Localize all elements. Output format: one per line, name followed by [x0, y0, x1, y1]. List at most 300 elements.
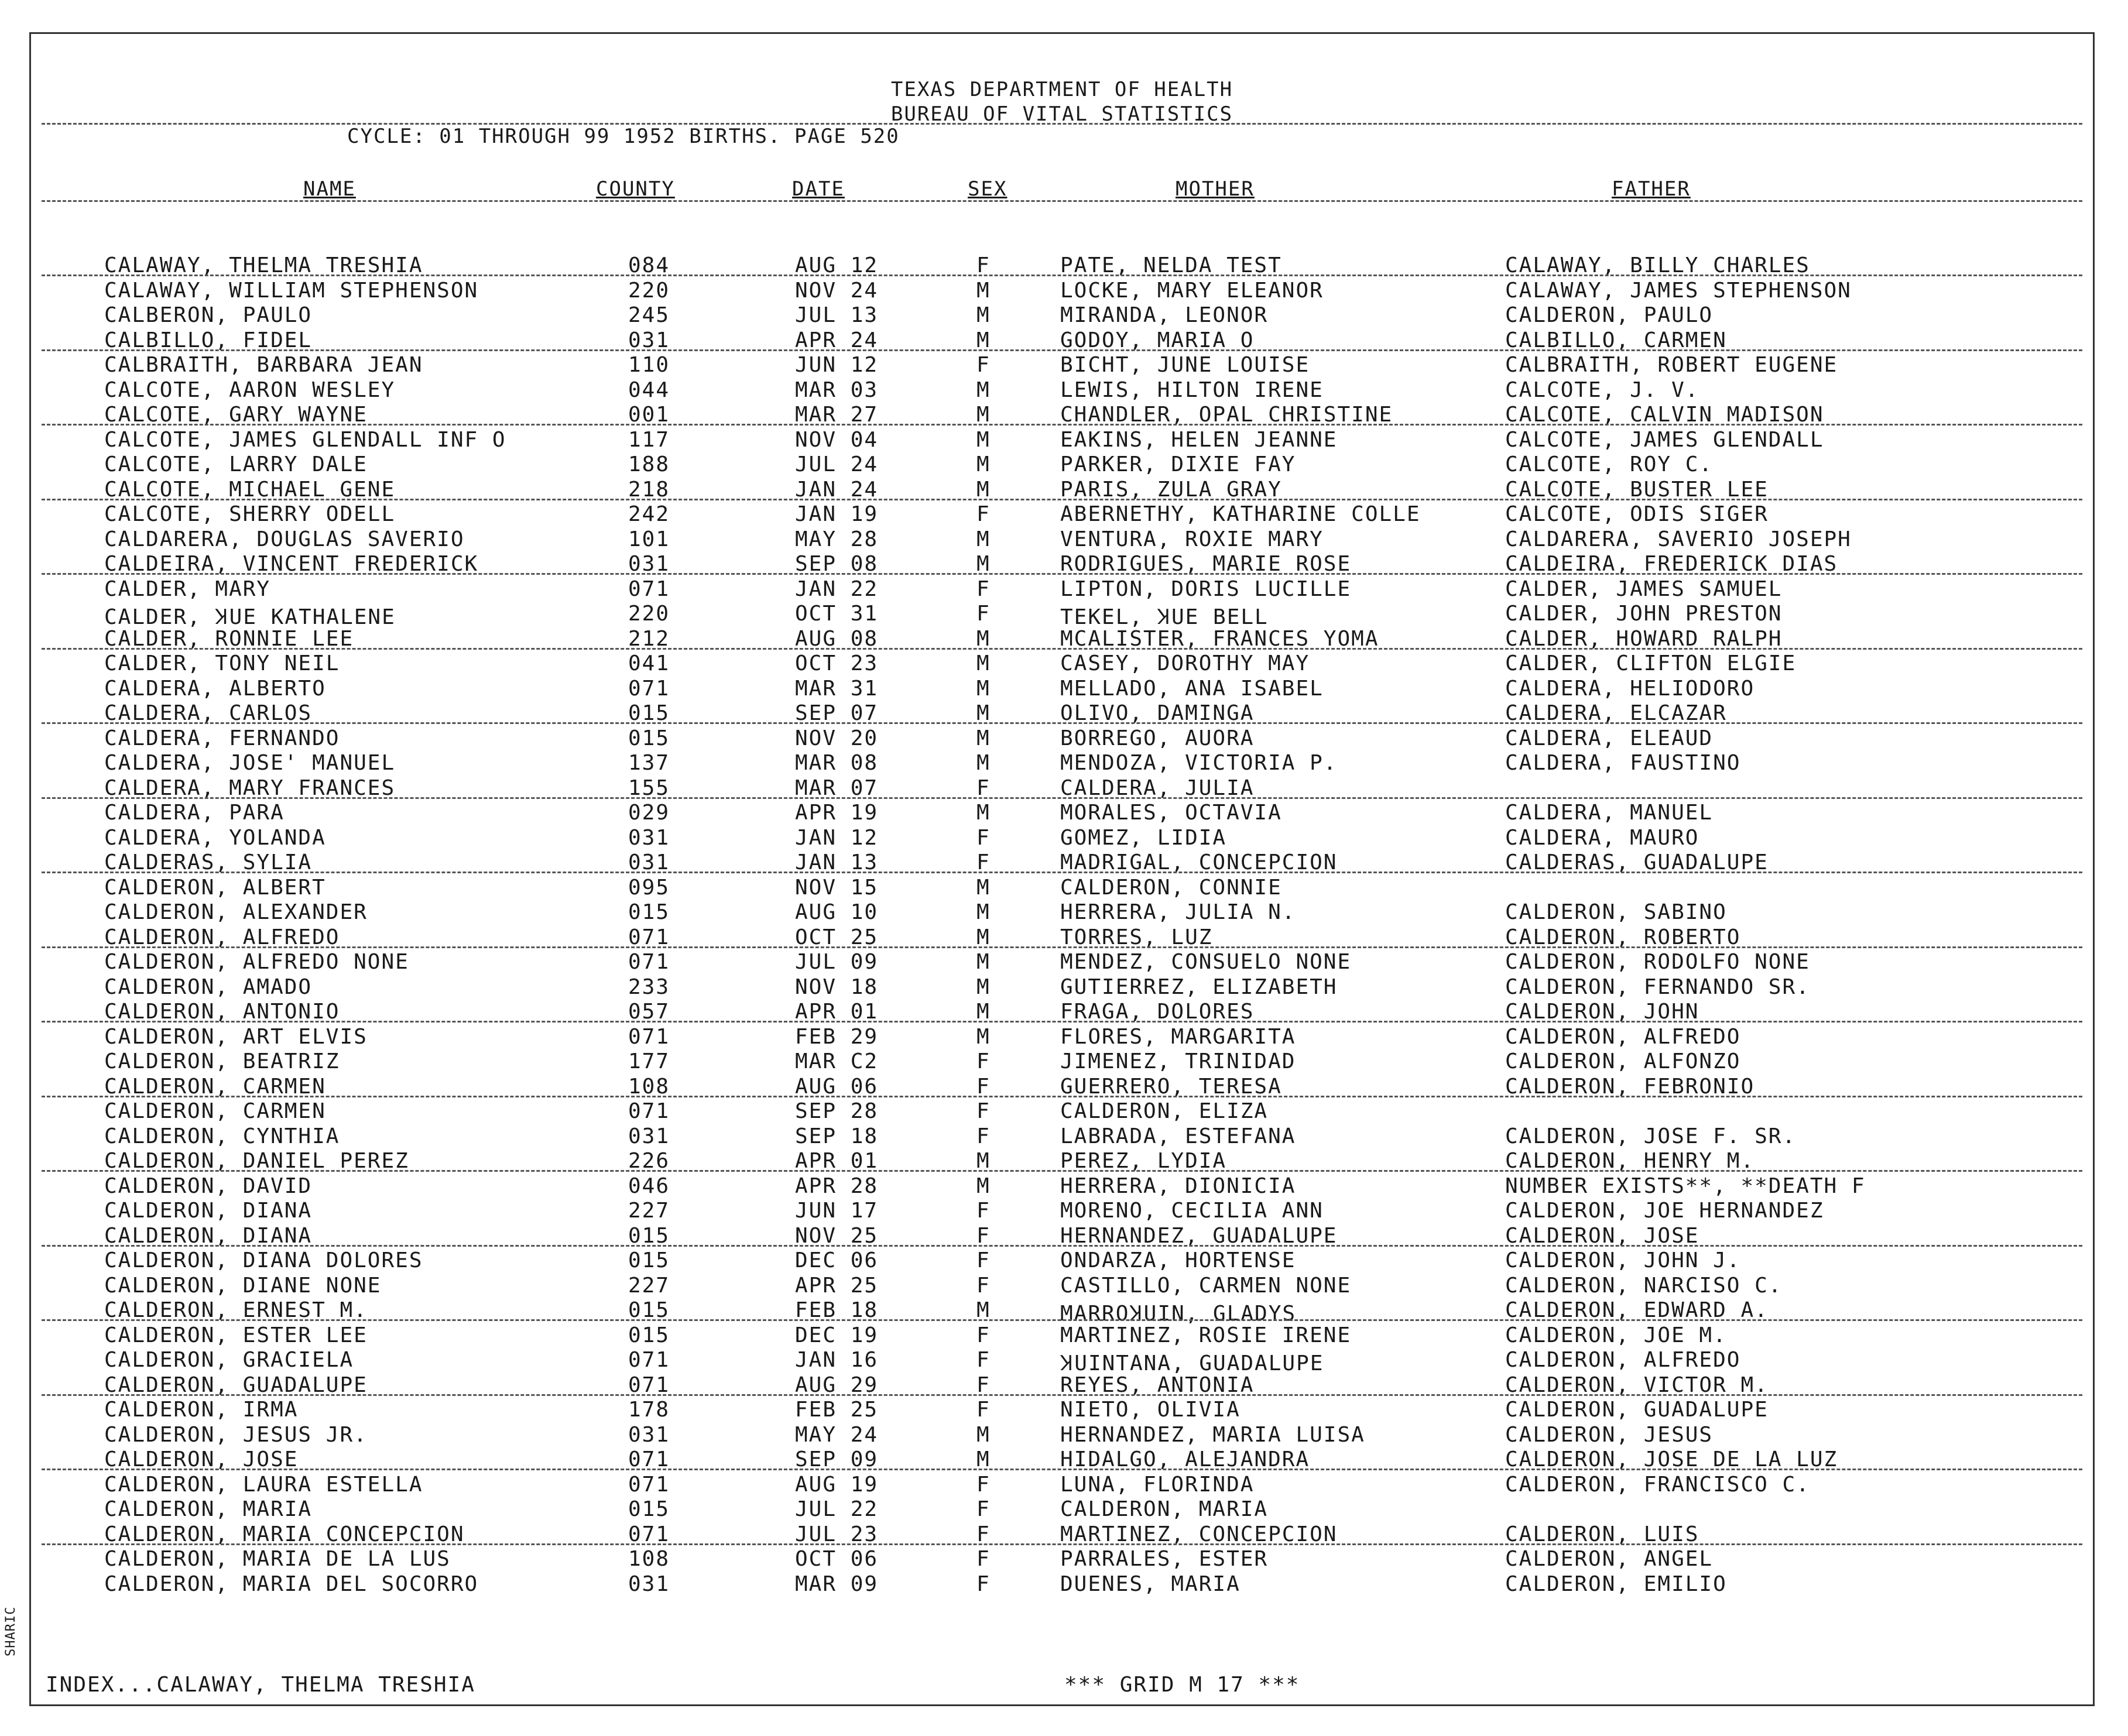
table-row [31, 1572, 2093, 1597]
cell-name: CALDERON, DIANE NONE [104, 1273, 382, 1298]
cell-date: MAR 03 [795, 378, 879, 402]
cell-name: CALDERON, CYNTHIA [104, 1124, 340, 1148]
cell-mother: JIMENEZ, TRINIDAD [1060, 1049, 1296, 1073]
cell-mother: MENDEZ, CONSUELO NONE [1060, 950, 1352, 974]
table-row [31, 1274, 2093, 1298]
cell-sex: F [976, 1572, 991, 1596]
cell-date: APR 19 [795, 801, 879, 825]
cell-date: NOV 20 [795, 726, 879, 750]
row-divider [42, 1170, 2082, 1172]
cell-county: 071 [628, 1472, 670, 1497]
footer-index: INDEX...CALAWAY, THELMA TRESHIA [46, 1673, 475, 1697]
cell-sex: F [976, 1398, 991, 1422]
cell-mother: MARROꞰUIN, GLADYS [1060, 1302, 1297, 1326]
cell-sex: M [976, 477, 991, 502]
cell-sex: F [976, 1099, 991, 1123]
row-divider [42, 349, 2082, 351]
table-row [31, 1547, 2093, 1572]
cell-mother: PARRALES, ESTER [1060, 1547, 1269, 1571]
cell-father: CALDERON, GUADALUPE [1505, 1398, 1769, 1422]
cell-name: CALAWAY, WILLIAM STEPHENSON [104, 278, 479, 303]
cell-father: CALDERON, JOHN J. [1505, 1248, 1741, 1272]
table-row [31, 378, 2093, 403]
cell-father: CALDERON, SABINO [1505, 900, 1727, 924]
cell-father: CALDERON, EDWARD A. [1505, 1298, 1769, 1322]
table-row [31, 1124, 2093, 1149]
cell-county: 029 [628, 801, 670, 825]
cell-county: 227 [628, 1199, 670, 1223]
cell-father: CALDERON, JOSE [1505, 1223, 1699, 1248]
cell-name: CALDERON, MARIA [104, 1497, 313, 1521]
cell-date: APR 28 [795, 1174, 879, 1198]
cell-sex: F [976, 850, 991, 874]
cell-mother: BORREGO, AUORA [1060, 726, 1255, 750]
cell-county: 071 [628, 577, 670, 601]
table-row [31, 751, 2093, 776]
cell-father: CALCOTE, ODIS SIGER [1505, 502, 1769, 526]
table-row [31, 353, 2093, 378]
cell-mother: HERRERA, DIONICIA [1060, 1174, 1296, 1198]
cell-date: DEC 06 [795, 1248, 879, 1272]
table-row [31, 1348, 2093, 1373]
cell-father: CALDERA, ELEAUD [1505, 726, 1714, 750]
cell-mother: GUERRERO, TERESA [1060, 1074, 1282, 1099]
cell-county: 071 [628, 676, 670, 701]
cell-date: JUL 23 [795, 1522, 879, 1546]
cell-county: 178 [628, 1398, 670, 1422]
cell-county: 046 [628, 1174, 670, 1198]
cell-date: OCT 25 [795, 925, 879, 949]
cell-name: CALDERA, PARA [104, 801, 285, 825]
cell-father: CALDERON, PAULO [1505, 303, 1714, 327]
cell-county: 031 [628, 850, 670, 874]
cell-mother: CASTILLO, CARMEN NONE [1060, 1273, 1352, 1298]
cell-name: CALDER, MARY [104, 577, 271, 601]
cell-sex: M [976, 278, 991, 303]
cell-sex: F [976, 776, 991, 800]
cell-name: CALCOTE, LARRY DALE [104, 452, 368, 476]
cell-name: CALDERON, MARIA CONCEPCION [104, 1522, 465, 1546]
cell-county: 227 [628, 1273, 670, 1298]
cell-sex: M [976, 403, 991, 427]
cell-father: CALDERON, ALFONZO [1505, 1049, 1741, 1073]
cell-sex: M [976, 1024, 991, 1049]
document-sheet [29, 32, 2095, 1706]
cell-date: AUG 10 [795, 900, 879, 924]
cell-date: FEB 25 [795, 1398, 879, 1422]
cell-father: CALDERA, ELCAZAR [1505, 701, 1727, 725]
cell-county: 001 [628, 403, 670, 427]
cell-name: CALDER, TONY NEIL [104, 651, 340, 675]
cell-father: NUMBER EXISTS**, **DEATH F [1505, 1174, 1866, 1198]
cell-sex: F [976, 353, 991, 377]
cell-sex: F [976, 1348, 991, 1372]
cell-county: 177 [628, 1049, 670, 1073]
cell-sex: F [976, 1522, 991, 1546]
cell-mother: GODOY, MARIA O [1060, 328, 1255, 352]
cell-date: SEP 07 [795, 701, 879, 725]
cell-county: 031 [628, 552, 670, 576]
cell-mother: HERRERA, JULIA N. [1060, 900, 1296, 924]
table-row [31, 1199, 2093, 1223]
cell-county: 245 [628, 303, 670, 327]
cell-date: JAN 22 [795, 577, 879, 601]
cell-name: CALDERON, JESUS JR. [104, 1422, 368, 1447]
table-row [31, 303, 2093, 328]
cell-name: CALDERA, YOLANDA [104, 825, 326, 850]
cell-sex: M [976, 1447, 991, 1471]
cell-date: JUL 13 [795, 303, 879, 327]
cell-county: 155 [628, 776, 670, 800]
column-header-father: FATHER [1612, 177, 1691, 201]
cell-county: 101 [628, 527, 670, 551]
cell-date: NOV 18 [795, 975, 879, 999]
cell-date: JAN 13 [795, 850, 879, 874]
cell-date: NOV 15 [795, 875, 879, 900]
cell-father: CALDERA, HELIODORO [1505, 676, 1755, 701]
cell-sex: M [976, 1149, 991, 1173]
cell-date: MAR 27 [795, 403, 879, 427]
cell-date: AUG 19 [795, 1472, 879, 1497]
header-agency: TEXAS DEPARTMENT OF HEALTH [890, 78, 1233, 101]
cell-name: CALDERAS, SYLIA [104, 850, 313, 874]
cell-father: CALDARERA, SAVERIO JOSEPH [1505, 527, 1852, 551]
cell-mother: ABERNETHY, KATHARINE COLLE [1060, 502, 1421, 526]
cell-date: MAR 31 [795, 676, 879, 701]
cell-date: MAR 08 [795, 751, 879, 775]
cell-county: 015 [628, 1323, 670, 1347]
cell-father: CALDERON, EMILIO [1505, 1572, 1727, 1596]
cell-date: JAN 16 [795, 1348, 879, 1372]
cell-mother: BICHT, JUNE LOUISE [1060, 353, 1310, 377]
cell-sex: M [976, 801, 991, 825]
cell-sex: M [976, 303, 991, 327]
cell-mother: FLORES, MARGARITA [1060, 1024, 1296, 1049]
cell-date: JUN 17 [795, 1199, 879, 1223]
cell-father: CALCOTE, BUSTER LEE [1505, 477, 1769, 502]
cell-mother: LOCKE, MARY ELEANOR [1060, 278, 1324, 303]
cell-date: AUG 08 [795, 626, 879, 651]
column-header-county: COUNTY [596, 177, 675, 201]
cell-mother: MELLADO, ANA ISABEL [1060, 676, 1324, 701]
cell-father: CALDERON, ALFREDO [1505, 1024, 1741, 1049]
cell-name: CALDERON, BEATRIZ [104, 1049, 340, 1073]
cell-mother: LABRADA, ESTEFANA [1060, 1124, 1296, 1148]
cell-date: OCT 06 [795, 1547, 879, 1571]
cell-county: 071 [628, 1099, 670, 1123]
cell-mother: ꞰUINTANA, GUADALUPE [1060, 1351, 1324, 1375]
cell-sex: M [976, 651, 991, 675]
cell-sex: F [976, 1049, 991, 1073]
cell-sex: F [976, 1323, 991, 1347]
table-row [31, 651, 2093, 676]
cell-mother: GOMEZ, LIDIA [1060, 825, 1227, 850]
cell-father: CALBRAITH, ROBERT EUGENE [1505, 353, 1838, 377]
cell-father: CALDERON, VICTOR M. [1505, 1373, 1769, 1397]
cell-county: 218 [628, 477, 670, 502]
cell-mother: MCALISTER, FRANCES YOMA [1060, 626, 1379, 651]
cell-sex: M [976, 626, 991, 651]
row-divider [42, 1096, 2082, 1097]
footer-grid: *** GRID M 17 *** [1064, 1673, 1300, 1697]
cell-date: NOV 04 [795, 427, 879, 452]
cell-county: 137 [628, 751, 670, 775]
table-row [31, 602, 2093, 629]
row-divider [42, 946, 2082, 948]
cell-sex: F [976, 602, 991, 626]
cell-sex: M [976, 1298, 991, 1322]
cell-mother: HERNANDEZ, MARIA LUISA [1060, 1422, 1365, 1447]
cell-name: CALDERA, ALBERTO [104, 676, 326, 701]
cell-father: CALDERON, JOSE F. SR. [1505, 1124, 1797, 1148]
table-row [31, 1099, 2093, 1124]
row-divider [42, 1021, 2082, 1023]
side-label: SHARIC [4, 1606, 18, 1656]
cell-father: CALAWAY, JAMES STEPHENSON [1505, 278, 1852, 303]
cell-county: 015 [628, 701, 670, 725]
cell-county: 117 [628, 427, 670, 452]
table-row [31, 1025, 2093, 1049]
cell-mother: HERNANDEZ, GUADALUPE [1060, 1223, 1338, 1248]
cell-father: CALDEIRA, FREDERICK DIAS [1505, 552, 1838, 576]
cell-county: 108 [628, 1074, 670, 1099]
cell-mother: CALDERA, JULIA [1060, 776, 1255, 800]
cell-sex: M [976, 527, 991, 551]
cell-name: CALDERON, DIANA DOLORES [104, 1248, 423, 1272]
cell-sex: M [976, 875, 991, 900]
cell-mother: RODRIGUES, MARIE ROSE [1060, 552, 1352, 576]
cell-father: CALDERON, JESUS [1505, 1422, 1714, 1447]
cell-mother: PEREZ, LYDIA [1060, 1149, 1227, 1173]
cell-name: CALDERON, JOSE [104, 1447, 299, 1471]
cell-name: CALCOTE, SHERRY ODELL [104, 502, 396, 526]
cell-name: CALDERON, DANIEL PEREZ [104, 1149, 409, 1173]
cell-father: CALCOTE, ROY C. [1505, 452, 1714, 476]
cell-sex: F [976, 1248, 991, 1272]
cell-mother: TEKEL, ꞰUE BELL [1060, 605, 1269, 629]
table-row [31, 452, 2093, 477]
table-row [31, 1248, 2093, 1273]
cell-county: 071 [628, 1447, 670, 1471]
cell-sex: M [976, 378, 991, 402]
table-row [31, 1174, 2093, 1199]
cell-date: MAR C2 [795, 1049, 879, 1073]
row-divider [42, 573, 2082, 575]
row-divider [42, 1469, 2082, 1470]
cell-county: 108 [628, 1547, 670, 1571]
cell-name: CALBERON, PAULO [104, 303, 313, 327]
row-divider [42, 1245, 2082, 1247]
cell-name: CALDERON, ESTER LEE [104, 1323, 368, 1347]
cell-sex: F [976, 1273, 991, 1298]
cell-county: 071 [628, 1373, 670, 1397]
cell-county: 220 [628, 602, 670, 626]
cell-mother: PARIS, ZULA GRAY [1060, 477, 1282, 502]
cell-mother: MORENO, CECILIA ANN [1060, 1199, 1324, 1223]
table-row [31, 1049, 2093, 1074]
column-header-date: DATE [792, 177, 845, 201]
cell-sex: F [976, 1373, 991, 1397]
cell-name: CALDERON, ALEXANDER [104, 900, 368, 924]
cell-mother: MARTINEZ, ROSIE IRENE [1060, 1323, 1352, 1347]
cell-date: MAR 09 [795, 1572, 879, 1596]
cell-mother: MADRIGAL, CONCEPCION [1060, 850, 1338, 874]
cell-date: DEC 19 [795, 1323, 879, 1347]
cell-date: APR 25 [795, 1273, 879, 1298]
cell-mother: ONDARZA, HORTENSE [1060, 1248, 1296, 1272]
cell-county: 071 [628, 925, 670, 949]
table-row [31, 1423, 2093, 1447]
cell-sex: M [976, 975, 991, 999]
cell-name: CALDERA, FERNANDO [104, 726, 340, 750]
cell-county: 015 [628, 726, 670, 750]
row-divider [42, 648, 2082, 650]
cell-mother: LEWIS, HILTON IRENE [1060, 378, 1324, 402]
cell-mother: FRAGA, DOLORES [1060, 1000, 1255, 1024]
cell-sex: M [976, 452, 991, 476]
cell-county: 220 [628, 278, 670, 303]
row-divider [42, 499, 2082, 500]
cell-father: CALDER, JAMES SAMUEL [1505, 577, 1783, 601]
cycle-line: CYCLE: 01 THROUGH 99 1952 BIRTHS. PAGE 520 [347, 125, 900, 148]
cell-mother: TORRES, LUZ [1060, 925, 1213, 949]
cell-mother: CALDERON, ELIZA [1060, 1099, 1269, 1123]
cell-date: NOV 24 [795, 278, 879, 303]
cell-sex: F [976, 1074, 991, 1099]
cell-date: AUG 12 [795, 253, 879, 277]
cell-date: SEP 18 [795, 1124, 879, 1148]
cell-county: 015 [628, 900, 670, 924]
cell-sex: M [976, 676, 991, 701]
cell-mother: VENTURA, ROXIE MARY [1060, 527, 1324, 551]
cell-sex: M [976, 950, 991, 974]
cell-county: 071 [628, 1348, 670, 1372]
cell-name: CALDERON, MARIA DEL SOCORRO [104, 1572, 479, 1596]
cell-father: CALCOTE, JAMES GLENDALL [1505, 427, 1824, 452]
cell-county: 031 [628, 825, 670, 850]
cell-name: CALCOTE, AARON WESLEY [104, 378, 396, 402]
cell-date: JAN 24 [795, 477, 879, 502]
cell-mother: LUNA, FLORINDA [1060, 1472, 1255, 1497]
row-divider [42, 722, 2082, 724]
row-divider [42, 275, 2082, 276]
cell-county: 031 [628, 1422, 670, 1447]
cell-mother: CALDERON, CONNIE [1060, 875, 1282, 900]
cell-father: CALDER, JOHN PRESTON [1505, 602, 1783, 626]
table-row [31, 502, 2093, 527]
cell-name: CALDERON, ALBERT [104, 875, 326, 900]
cell-name: CALDER, ꞰUE KATHALENE [104, 605, 396, 629]
cell-name: CALDERON, ART ELVIS [104, 1024, 368, 1049]
cell-date: JAN 19 [795, 502, 879, 526]
cell-sex: F [976, 253, 991, 277]
cell-father: CALDER, CLIFTON ELGIE [1505, 651, 1797, 675]
cell-father: CALDERON, ALFREDO [1505, 1348, 1741, 1372]
cell-mother: CHANDLER, OPAL CHRISTINE [1060, 403, 1393, 427]
cell-county: 057 [628, 1000, 670, 1024]
cell-name: CALDERON, LAURA ESTELLA [104, 1472, 423, 1497]
cell-name: CALDERA, MARY FRANCES [104, 776, 396, 800]
cell-sex: M [976, 1422, 991, 1447]
cell-mother: MIRANDA, LEONOR [1060, 303, 1269, 327]
cell-father: CALDERON, NARCISO C. [1505, 1273, 1783, 1298]
cell-county: 226 [628, 1149, 670, 1173]
cell-sex: F [976, 1472, 991, 1497]
cell-date: JUL 22 [795, 1497, 879, 1521]
cell-name: CALDARERA, DOUGLAS SAVERIO [104, 527, 465, 551]
cell-date: APR 24 [795, 328, 879, 352]
cell-mother: MORALES, OCTAVIA [1060, 801, 1282, 825]
cell-mother: HIDALGO, ALEJANDRA [1060, 1447, 1310, 1471]
cell-sex: M [976, 701, 991, 725]
cell-sex: M [976, 1174, 991, 1198]
cell-father: CALDERON, JOE M. [1505, 1323, 1727, 1347]
cell-father: CALDERON, HENRY M. [1505, 1149, 1755, 1173]
cell-name: CALDERON, DAVID [104, 1174, 313, 1198]
cell-county: 031 [628, 1124, 670, 1148]
table-row [31, 1323, 2093, 1348]
cell-mother: OLIVO, DAMINGA [1060, 701, 1255, 725]
header-bureau: BUREAU OF VITAL STATISTICS [890, 102, 1233, 126]
cell-date: APR 01 [795, 1149, 879, 1173]
table-row [31, 975, 2093, 1000]
cell-father: CALCOTE, J. V. [1505, 378, 1699, 402]
cell-county: 041 [628, 651, 670, 675]
cell-father: CALDERAS, GUADALUPE [1505, 850, 1769, 874]
cell-name: CALCOTE, MICHAEL GENE [104, 477, 396, 502]
cell-name: CALDERON, AMADO [104, 975, 313, 999]
cell-name: CALDERON, ANTONIO [104, 1000, 340, 1024]
cell-date: OCT 31 [795, 602, 879, 626]
cell-mother: EAKINS, HELEN JEANNE [1060, 427, 1338, 452]
cell-mother: LIPTON, DORIS LUCILLE [1060, 577, 1352, 601]
table-row [31, 428, 2093, 452]
table-row [31, 279, 2093, 303]
cell-name: CALDERON, ALFREDO [104, 925, 340, 949]
cell-father: CALDERON, FRANCISCO C. [1505, 1472, 1810, 1497]
cell-date: OCT 23 [795, 651, 879, 675]
cell-county: 084 [628, 253, 670, 277]
cell-sex: M [976, 427, 991, 452]
cell-father: CALDERON, ROBERTO [1505, 925, 1741, 949]
cell-name: CALCOTE, JAMES GLENDALL INF O [104, 427, 506, 452]
cell-county: 071 [628, 950, 670, 974]
cell-date: SEP 09 [795, 1447, 879, 1471]
cell-father: CALDERON, JOSE DE LA LUZ [1505, 1447, 1838, 1471]
cell-county: 031 [628, 328, 670, 352]
table-row [31, 1497, 2093, 1522]
row-divider [42, 797, 2082, 799]
table-row [31, 876, 2093, 900]
table-row [31, 801, 2093, 825]
cell-county: 071 [628, 1522, 670, 1546]
row-divider [42, 424, 2082, 426]
cell-name: CALDERA, CARLOS [104, 701, 313, 725]
cell-date: MAY 24 [795, 1422, 879, 1447]
table-row [31, 726, 2093, 751]
cell-sex: M [976, 1000, 991, 1024]
cell-sex: M [976, 925, 991, 949]
table-row [31, 826, 2093, 850]
column-header-name: NAME [303, 177, 356, 201]
cell-name: CALDER, RONNIE LEE [104, 626, 354, 651]
cell-sex: M [976, 900, 991, 924]
cell-mother: NIETO, OLIVIA [1060, 1398, 1241, 1422]
cell-name: CALBRAITH, BARBARA JEAN [104, 353, 423, 377]
cell-father: CALDERON, RODOLFO NONE [1505, 950, 1810, 974]
cell-mother: CASEY, DOROTHY MAY [1060, 651, 1310, 675]
table-row [31, 1473, 2093, 1497]
